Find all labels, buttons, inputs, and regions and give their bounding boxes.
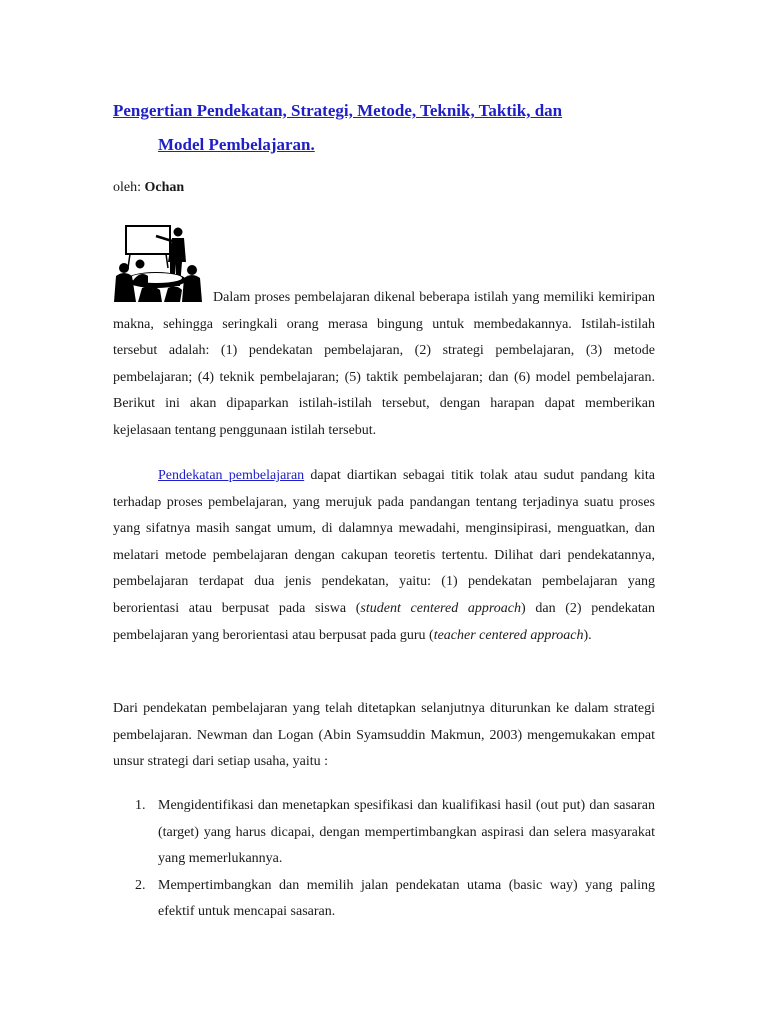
title-line-2[interactable]: Model Pembelajaran.	[158, 135, 315, 154]
page-title[interactable]	[113, 94, 673, 162]
author-byline	[113, 180, 184, 196]
list-item	[113, 873, 655, 926]
approach-text-a: dapat diartikan sebagai titik tolak atau sudut pandang kita terhadap proses pembelajaran, yang merujuk pada pandangan tentang terjadinya suatu proses yang sifatnya masih sangat umum, di dalamnya mewadahi, menginsipirasi, menguatkan, dan melatari metode pembelajaran dengan cakupan teoretis tertentu. Dilihat dari pendekatannya, pembelajaran terdapat dua jenis pendekatan, yaitu: (1) pendekatan pembelajaran yang berorientasi atau berpusat pada siswa (	[113, 468, 655, 616]
pendekatan-link[interactable]: Pendekatan pembelajaran	[158, 468, 305, 483]
list-item-number: 2.	[135, 877, 146, 893]
intro-paragraph	[113, 285, 655, 445]
approach-text-c: ).	[583, 627, 592, 643]
list-item-text: Mengidentifikasi dan menetapkan spesifikasi dan kualifikasi hasil (out put) dan sasaran (target) yang harus dicapai, dengan mempertimbangkan aspirasi dan selera masyarakat yang memerlukannya.	[158, 798, 655, 867]
list-item-text: Mempertimbangkan dan memilih jalan pendekatan utama (basic way) yang paling efektif untuk mencapai sasaran.	[158, 877, 655, 920]
approach-text-b: ) dan (2) pendekatan pembelajaran yang berorientasi atau berpusat pada guru (	[113, 600, 655, 643]
approach-italic-a: student centered approach	[360, 600, 522, 616]
strategy-paragraph: Dari pendekatan pembelajaran yang telah ditetapkan selanjutnya diturunkan ke dalam strategi pembelajaran. Newman dan Logan (Abin Syamsuddin Makmun, 2003) mengemukakan empat unsur strategi dari setiap usaha, yaitu :	[113, 701, 655, 770]
title-line-1[interactable]: Pengertian Pendekatan, Strategi, Metode, Teknik, Taktik, dan	[113, 101, 563, 120]
approach-paragraph	[113, 463, 655, 649]
list-item	[113, 793, 655, 873]
intro-text: Dalam proses pembelajaran dikenal beberapa istilah yang memiliki kemiripan makna, sehingga seringkali orang merasa bingung untuk membedakannya. Istilah-istilah tersebut adalah: (1) pendekatan pembelajaran, (2) strategi pembelajaran, (3) metode pembelajaran; (4) teknik pembelajaran; (5) taktik pembelajaran; dan (6) model pembelajaran. Berikut ini akan dipaparkan istilah-istilah tersebut, dengan harapan dapat memberikan kejelasaan tentang penggunaan istilah tersebut.	[113, 290, 655, 438]
byline-prefix: oleh:	[113, 180, 141, 195]
author-name: Ochan	[144, 180, 185, 195]
list-item-number: 1.	[135, 798, 146, 813]
strategy-list	[113, 793, 655, 926]
approach-italic-b: teacher centered approach	[433, 627, 584, 643]
